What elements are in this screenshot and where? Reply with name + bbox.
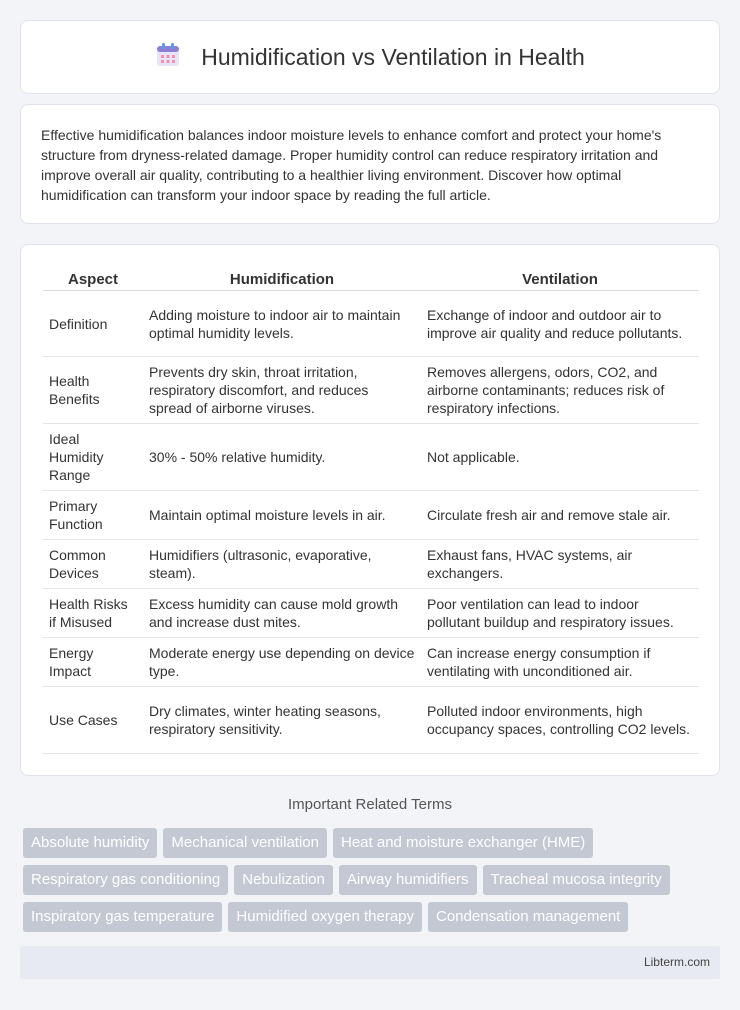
tag-humidified-oxygen-therapy[interactable]: Humidified oxygen therapy	[228, 902, 422, 932]
tag-row	[23, 828, 723, 858]
tag-row	[23, 865, 723, 895]
tag-heat-moisture-exchanger[interactable]: Heat and moisture exchanger (HME)	[333, 828, 593, 858]
table-row	[43, 589, 699, 638]
intro-card	[20, 104, 720, 224]
cell-ventilation: Polluted indoor environments, high occupancy spaces, controlling CO2 levels.	[421, 687, 699, 754]
table-header-row	[43, 265, 699, 291]
cell-humidification: 30% - 50% relative humidity.	[143, 424, 421, 491]
intro-text: Effective humidification balances indoor moisture levels to enhance comfort and protect your home's structure from dryness-related damage. Proper humidity control can reduce respiratory irritation and improve overall air quality, contributing to a healthier living environment. Discover how optimal humidification can transform your indoor space by reading the full article.	[41, 127, 662, 203]
page-title: Humidification vs Ventilation in Health	[201, 43, 585, 70]
cell-aspect: Common Devices	[43, 540, 143, 589]
footer-site-link[interactable]: Libterm.com	[643, 955, 710, 969]
cell-humidification: Maintain optimal moisture levels in air.	[143, 491, 421, 540]
table-row	[43, 357, 699, 424]
cell-aspect: Definition	[43, 291, 143, 357]
tag-condensation-management[interactable]: Condensation management	[428, 902, 628, 932]
cell-ventilation: Can increase energy consumption if ventilating with unconditioned air.	[421, 638, 699, 687]
comparison-table	[43, 265, 699, 754]
comparison-table-card	[20, 244, 720, 776]
related-terms-tags	[23, 828, 723, 939]
tag-row	[23, 902, 723, 932]
cell-ventilation: Not applicable.	[421, 424, 699, 491]
column-header-aspect: Aspect	[43, 265, 143, 291]
cell-ventilation: Removes allergens, odors, CO2, and airborne contaminants; reduces risk of respiratory infections.	[421, 357, 699, 424]
cell-humidification: Humidifiers (ultrasonic, evaporative, steam).	[143, 540, 421, 589]
cell-aspect: Health Benefits	[43, 357, 143, 424]
tag-absolute-humidity[interactable]: Absolute humidity	[23, 828, 157, 858]
tag-respiratory-gas-conditioning[interactable]: Respiratory gas conditioning	[23, 865, 228, 895]
column-header-humidification: Humidification	[143, 265, 421, 291]
column-header-ventilation: Ventilation	[421, 265, 699, 291]
cell-humidification: Dry climates, winter heating seasons, respiratory sensitivity.	[143, 687, 421, 754]
cell-ventilation: Poor ventilation can lead to indoor pollutant buildup and respiratory issues.	[421, 589, 699, 638]
tag-inspiratory-gas-temperature[interactable]: Inspiratory gas temperature	[23, 902, 222, 932]
cell-ventilation: Exhaust fans, HVAC systems, air exchangers.	[421, 540, 699, 589]
cell-ventilation: Exchange of indoor and outdoor air to improve air quality and reduce pollutants.	[421, 291, 699, 357]
cell-aspect: Ideal Humidity Range	[43, 424, 143, 491]
table-row	[43, 638, 699, 687]
related-terms-title: Important Related Terms	[288, 796, 452, 813]
header-card	[20, 20, 720, 94]
cell-humidification: Prevents dry skin, throat irritation, respiratory discomfort, and reduces spread of airborne viruses.	[143, 357, 421, 424]
cell-aspect: Primary Function	[43, 491, 143, 540]
table-row	[43, 491, 699, 540]
cell-aspect: Energy Impact	[43, 638, 143, 687]
cell-aspect: Use Cases	[43, 687, 143, 754]
tag-nebulization[interactable]: Nebulization	[234, 865, 333, 895]
tag-airway-humidifiers[interactable]: Airway humidifiers	[339, 865, 477, 895]
table-row	[43, 424, 699, 491]
cell-ventilation: Circulate fresh air and remove stale air.	[421, 491, 699, 540]
table-row	[43, 291, 699, 357]
tag-mechanical-ventilation[interactable]: Mechanical ventilation	[163, 828, 327, 858]
cell-humidification: Adding moisture to indoor air to maintain optimal humidity levels.	[143, 291, 421, 357]
cell-aspect: Health Risks if Misused	[43, 589, 143, 638]
cell-humidification: Excess humidity can cause mold growth and increase dust mites.	[143, 589, 421, 638]
footer	[20, 946, 720, 979]
calendar-grid-icon	[155, 42, 181, 73]
table-row	[43, 540, 699, 589]
table-row	[43, 687, 699, 754]
tag-tracheal-mucosa-integrity[interactable]: Tracheal mucosa integrity	[483, 865, 670, 895]
cell-humidification: Moderate energy use depending on device type.	[143, 638, 421, 687]
